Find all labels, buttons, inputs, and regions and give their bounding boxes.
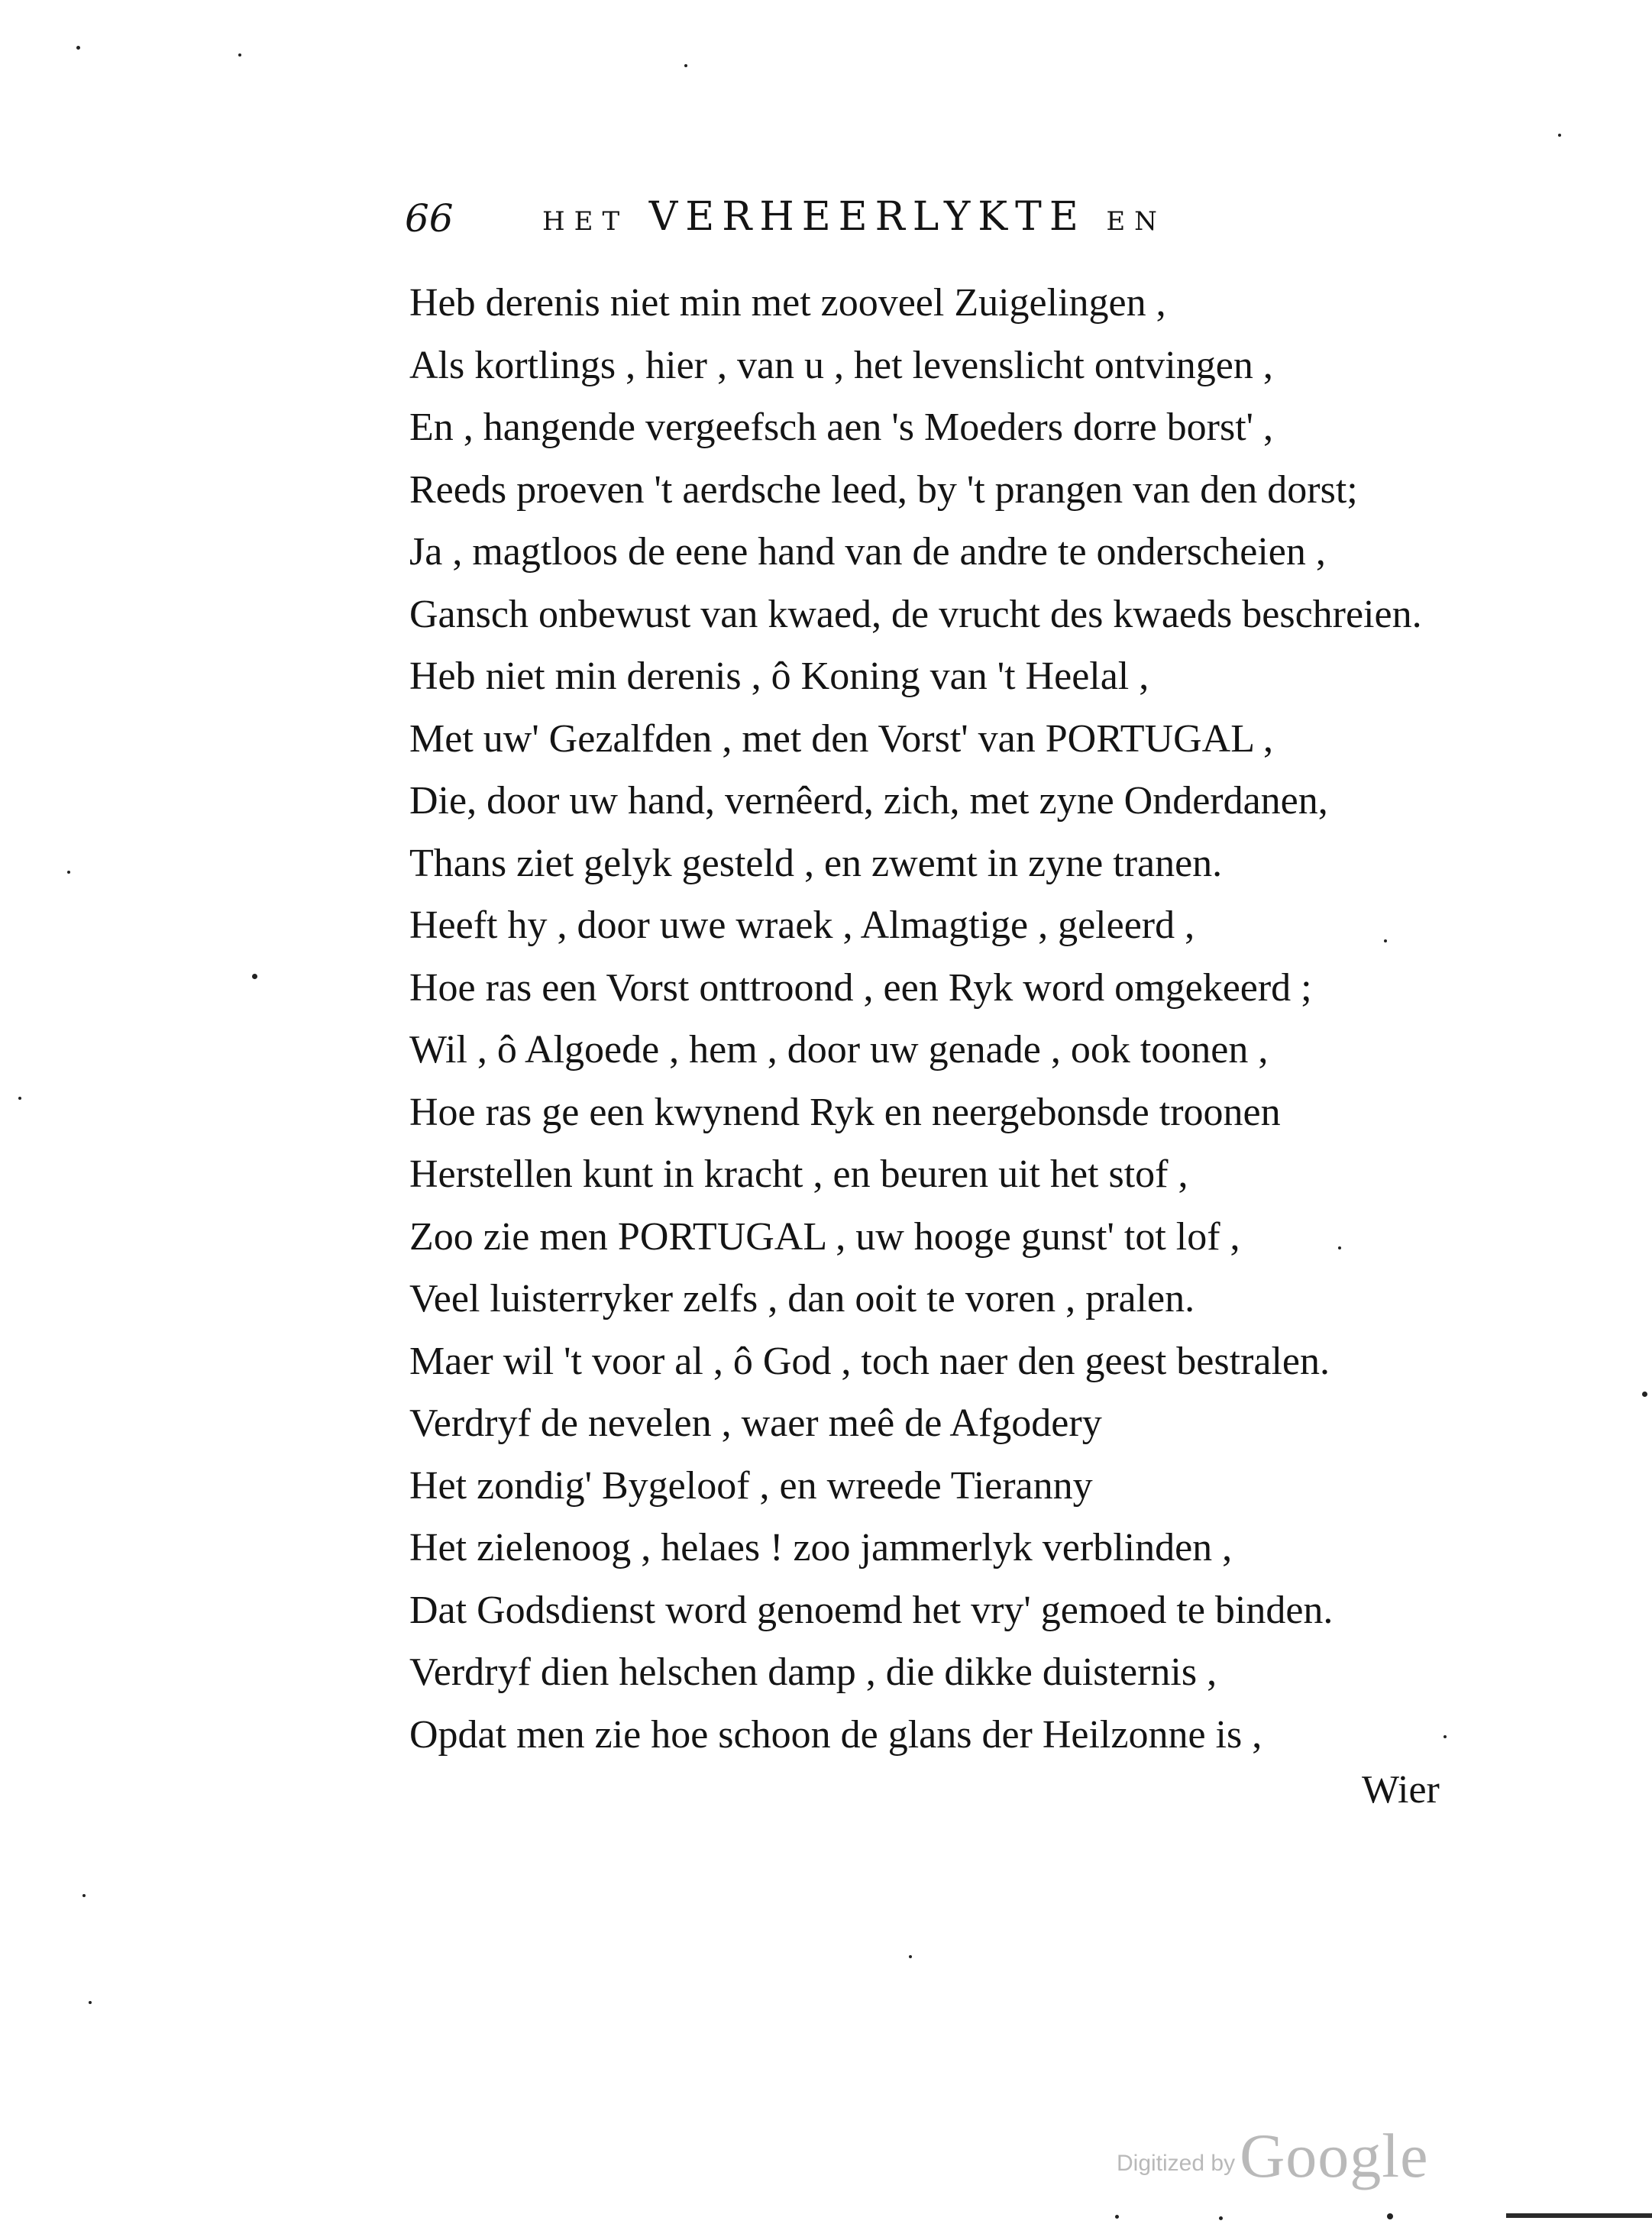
verse-line: Herstellen kunt in kracht , en beuren uit het stof , <box>409 1152 1188 1196</box>
verse-line: Hoe ras ge een kwynend Ryk en neergebonsde troonen <box>409 1090 1281 1134</box>
verse-line: Verdryf dien helschen damp , die dikke duisternis , <box>409 1650 1217 1694</box>
scan-speck <box>1558 134 1561 137</box>
verse-line: Opdat men zie hoe schoon de glans der Heilzonne is , <box>409 1712 1262 1757</box>
scan-edge-rule <box>1506 2213 1652 2218</box>
verse-line: Ja , magtloos de eene hand van de andre te onderscheien , <box>409 530 1326 574</box>
verse-line: Zoo zie men PORTUGAL , uw hooge gunst' tot lof , <box>409 1214 1240 1259</box>
watermark-prefix: Digitized by <box>1117 2151 1236 2176</box>
scan-speck <box>684 64 687 67</box>
scan-speck <box>1115 2215 1119 2219</box>
scan-speck <box>1642 1392 1647 1397</box>
verse-line: Het zondig' Bygeloof , en wreede Tieranny <box>409 1463 1093 1508</box>
verse-line: Maer wil 't voor al , ô God , toch naer den geest bestralen. <box>409 1339 1330 1383</box>
scan-speck <box>1384 939 1387 942</box>
verse-line: Heb niet min derenis , ô Koning van 't Heelal , <box>409 655 1149 698</box>
running-head-title: VERHEERLYKTE <box>648 194 1086 240</box>
page-header <box>405 189 1283 251</box>
verse-line: En , hangende vergeefsch aen 's Moeders dorre borst' , <box>409 406 1274 449</box>
verse-line: Thans ziet gelyk gesteld , en zwemt in zyne tranen. <box>409 841 1223 885</box>
verse-line: Veel luisterryker zelfs , dan ooit te voren , pralen. <box>409 1277 1195 1320</box>
verse-line: Heeft hy , door uwe wraek , Almagtige , geleerd , <box>409 903 1195 947</box>
verse-line: Met uw' Gezalfden , met den Vorst' van PORTUGAL , <box>409 716 1274 761</box>
verse-line: Hoe ras een Vorst onttroond , een Ryk word omgekeerd ; <box>409 965 1312 1010</box>
page-number: 66 <box>405 196 454 241</box>
verse-line: Reeds proeven 't aerdsche leed, by 't prangen van den dorst; <box>409 467 1358 512</box>
google-logo: Google <box>1240 2121 1429 2190</box>
verse-line: Die, door uw hand, vernêerd, zich, met zyne Onderdanen, <box>409 779 1328 823</box>
running-head-post: EN <box>1106 206 1166 237</box>
running-head <box>542 192 1166 246</box>
verse-line: Het zielenoog , helaes ! zoo jammerlyk verblinden , <box>409 1526 1233 1569</box>
scan-speck <box>1219 2216 1223 2220</box>
verse-line: Gansch onbewust van kwaed, de vrucht des kwaeds beschreien. <box>409 592 1422 636</box>
verse-text <box>409 272 1479 1766</box>
scan-speck <box>67 871 70 874</box>
scan-speck <box>909 1955 912 1958</box>
verse-line: Wil , ô Algoede , hem , door uw genade , ook toonen , <box>409 1028 1269 1072</box>
running-head-pre: HET <box>542 206 629 237</box>
verse-line: Verdryf de nevelen , waer meê de Afgodery <box>409 1401 1102 1445</box>
scan-speck <box>1443 1735 1447 1738</box>
scan-speck <box>1338 1246 1341 1249</box>
catchword: Wier <box>1362 1768 1440 1812</box>
scan-speck <box>76 46 80 50</box>
verse-line: Dat Godsdienst word genoemd het vry' gemoed te binden. <box>409 1588 1334 1632</box>
scan-speck <box>238 53 241 57</box>
verse-line: Heb derenis niet min met zooveel Zuigelingen , <box>409 281 1166 325</box>
digitized-watermark <box>1117 2120 1428 2192</box>
scan-speck <box>252 974 257 979</box>
scan-speck <box>82 1894 86 1897</box>
verse-line: Als kortlings , hier , van u , het levenslicht ontvingen , <box>409 343 1273 387</box>
scan-speck <box>18 1097 21 1100</box>
scan-speck <box>1387 2213 1393 2219</box>
scan-speck <box>89 2001 92 2004</box>
